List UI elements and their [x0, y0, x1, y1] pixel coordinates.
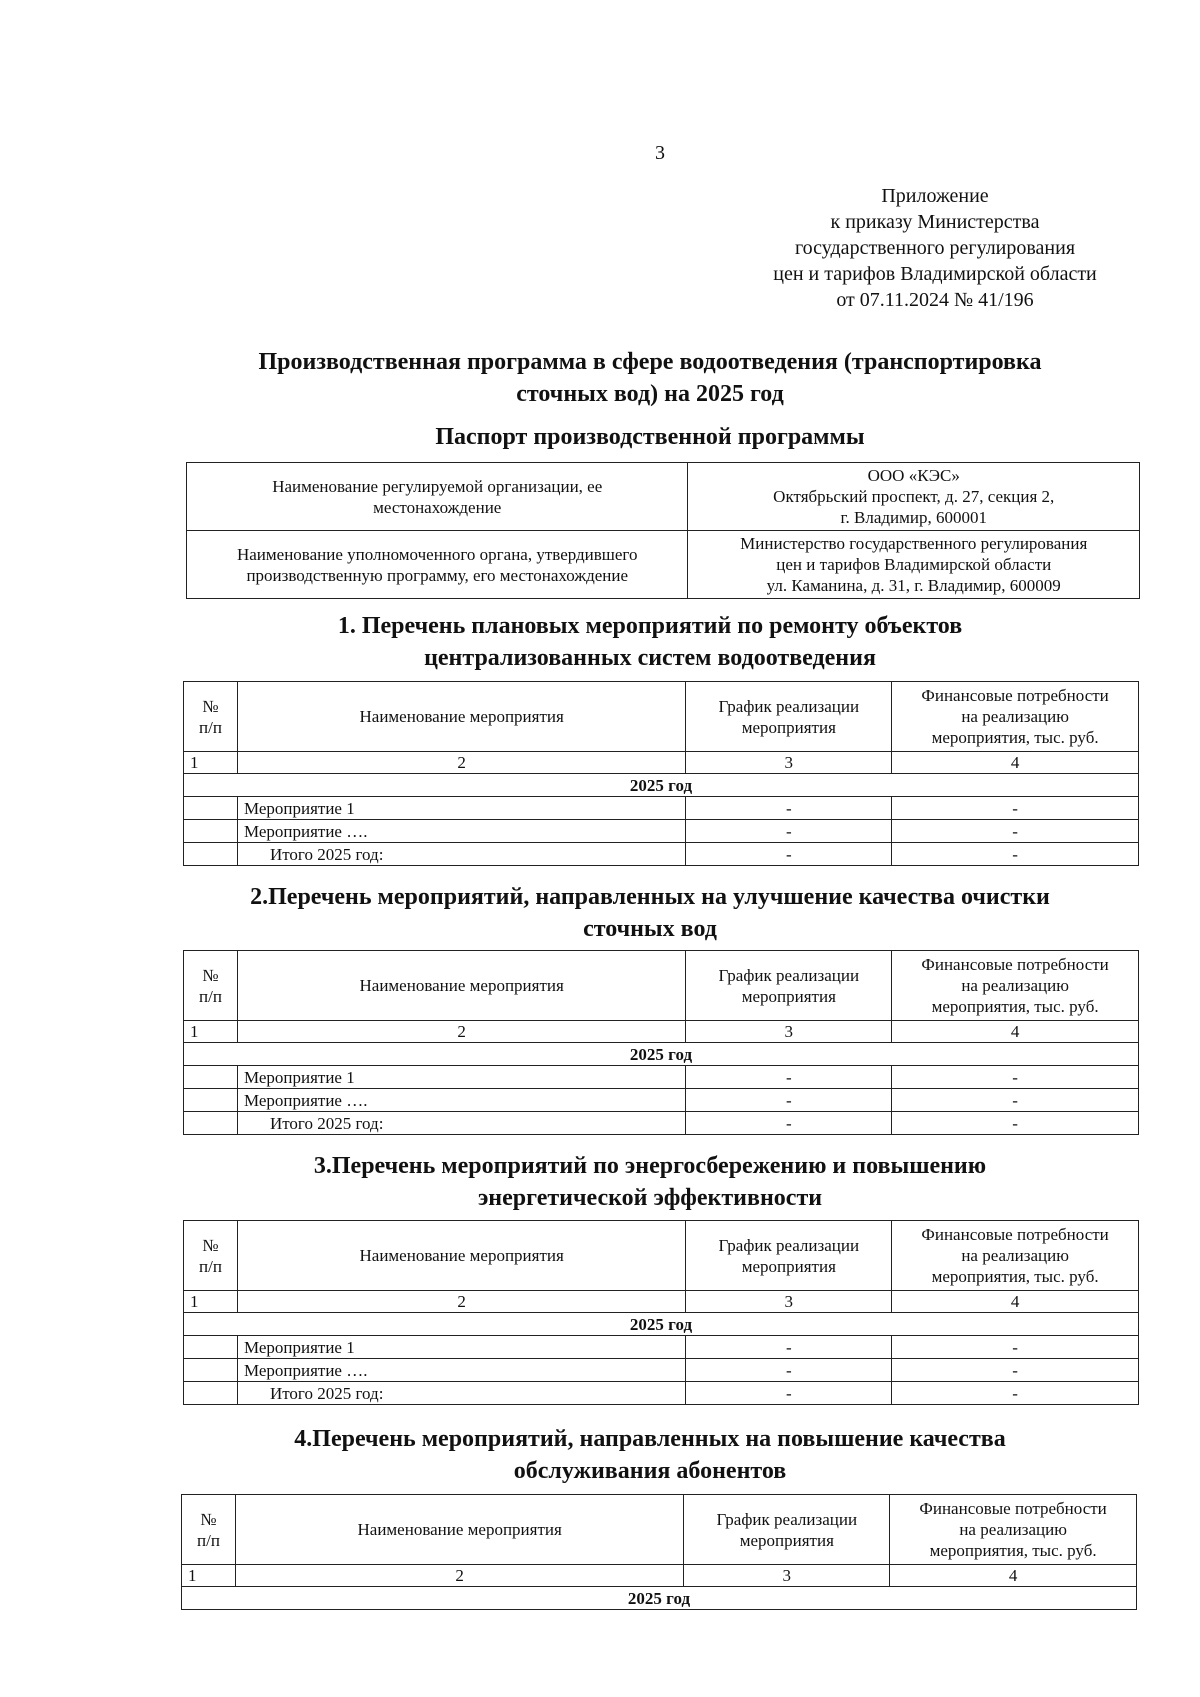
appendix-line: от 07.11.2024 № 41/196	[836, 289, 1034, 311]
section-3-heading	[150, 1150, 1150, 1214]
cell-text: Финансовые потребности	[921, 1225, 1109, 1244]
table-cell: 2	[237, 752, 685, 774]
total-label: Итого 2025 год:	[237, 843, 685, 866]
cell-text: мероприятия	[741, 1256, 836, 1276]
table-cell: 2	[237, 1291, 685, 1313]
cell-text: Финансовые потребности	[921, 686, 1109, 705]
table-row	[184, 820, 1139, 843]
event-name: Мероприятие 1	[237, 1066, 685, 1089]
heading-line: обслуживания абонентов	[513, 1458, 787, 1484]
table-cell: -	[686, 797, 892, 820]
column-number-row	[184, 752, 1139, 774]
passport-heading: Паспорт производственной программы	[435, 424, 865, 450]
heading-line: 3.Перечень мероприятий по энергосбережению и повышению	[313, 1153, 987, 1179]
total-label: Итого 2025 год:	[237, 1382, 685, 1405]
section-4-heading	[150, 1423, 1150, 1487]
cell-text: График реализации	[718, 1235, 860, 1255]
cell-text: на реализацию	[961, 976, 1069, 995]
event-name: Мероприятие ….	[237, 1089, 685, 1112]
header-row	[184, 951, 1139, 1021]
table-cell: 1	[184, 752, 238, 774]
table-cell	[184, 843, 238, 866]
table-cell	[184, 1066, 238, 1089]
cell-text: Финансовые потребности	[919, 1499, 1107, 1518]
table-cell: 3	[686, 1021, 892, 1043]
heading-line: 4.Перечень мероприятий, направленных на повышение качества	[294, 1426, 1006, 1452]
table-cell: -	[892, 1382, 1139, 1405]
cell-text: График реализации	[718, 696, 860, 716]
table-cell: 3	[686, 752, 892, 774]
cell-text: Наименование регулируемой организации, ее	[272, 476, 603, 496]
cell-text: График реализации	[716, 1509, 858, 1529]
table-cell: -	[686, 1336, 892, 1359]
table-cell: -	[686, 820, 892, 843]
cell-text: мероприятия, тыс. руб.	[931, 1267, 1099, 1286]
col-num-header	[184, 951, 238, 1021]
passport-label	[187, 531, 688, 599]
year-row	[184, 774, 1139, 797]
document-title	[150, 346, 1150, 410]
appendix-block	[730, 183, 1140, 313]
year-row	[184, 1043, 1139, 1066]
cell-text: мероприятия	[741, 717, 836, 737]
table-cell: -	[892, 1112, 1139, 1135]
col-num-header	[184, 682, 238, 752]
appendix-line: к приказу Министерства	[830, 211, 1040, 233]
cell-text: мероприятия, тыс. руб.	[929, 1541, 1097, 1560]
col-finance-header	[892, 1221, 1139, 1291]
cell-text: №	[202, 965, 219, 985]
table-cell: 1	[182, 1565, 236, 1587]
table-cell: 4	[890, 1565, 1137, 1587]
table-cell	[184, 1336, 238, 1359]
event-name: Мероприятие ….	[237, 1359, 685, 1382]
cell-text: Финансовые потребности	[921, 955, 1109, 974]
cell-text: №	[202, 696, 219, 716]
cell-text: производственную программу, его местонахождение	[246, 565, 629, 585]
header-row	[182, 1495, 1137, 1565]
heading-line: 2.Перечень мероприятий, направленных на улучшение качества очистки	[250, 884, 1050, 910]
table-cell: -	[892, 820, 1139, 843]
table-cell: -	[892, 797, 1139, 820]
table-cell: -	[686, 843, 892, 866]
table-cell: -	[686, 1112, 892, 1135]
cell-text: Наименование уполномоченного органа, утвердившего	[236, 544, 638, 564]
table-cell: -	[892, 1066, 1139, 1089]
cell-text: мероприятия	[741, 986, 836, 1006]
cell-text: №	[202, 1235, 219, 1255]
section-1-table	[183, 681, 1139, 866]
col-name-header: Наименование мероприятия	[237, 951, 685, 1021]
col-schedule-header	[686, 951, 892, 1021]
passport-row-organization	[187, 463, 1140, 531]
cell-text: Министерство государственного регулирования	[740, 534, 1088, 553]
col-name-header: Наименование мероприятия	[237, 682, 685, 752]
col-schedule-header	[686, 682, 892, 752]
cell-text: График реализации	[718, 965, 860, 985]
cell-text: п/п	[199, 986, 222, 1006]
column-number-row	[184, 1291, 1139, 1313]
table-cell	[184, 1382, 238, 1405]
table-cell: -	[686, 1089, 892, 1112]
total-row	[184, 1112, 1139, 1135]
table-cell: -	[892, 1359, 1139, 1382]
year-cell: 2025 год	[184, 774, 1139, 797]
heading-line: энергетической эффективности	[477, 1185, 823, 1211]
col-num-header	[182, 1495, 236, 1565]
table-cell	[184, 1112, 238, 1135]
page-number: 3	[655, 142, 665, 164]
cell-text: г. Владимир, 600001	[840, 508, 987, 527]
section-1-heading	[150, 610, 1150, 674]
table-row	[184, 1066, 1139, 1089]
heading-line: 1. Перечень плановых мероприятий по ремонту объектов	[337, 613, 963, 639]
table-cell: -	[892, 843, 1139, 866]
table-cell: 1	[184, 1291, 238, 1313]
cell-text: мероприятия, тыс. руб.	[931, 997, 1099, 1016]
cell-text: мероприятия	[739, 1530, 834, 1550]
col-schedule-header	[686, 1221, 892, 1291]
appendix-line: цен и тарифов Владимирской области	[773, 263, 1097, 285]
table-cell: 3	[684, 1565, 890, 1587]
header-row	[184, 1221, 1139, 1291]
col-name-header: Наименование мероприятия	[235, 1495, 683, 1565]
table-cell: 3	[686, 1291, 892, 1313]
year-cell: 2025 год	[182, 1587, 1137, 1610]
cell-text: на реализацию	[959, 1520, 1067, 1539]
cell-text: на реализацию	[961, 1246, 1069, 1265]
title-line: Производственная программа в сфере водоотведения (транспортировка	[258, 349, 1042, 375]
cell-text: цен и тарифов Владимирской области	[776, 555, 1052, 574]
table-cell: -	[686, 1382, 892, 1405]
table-cell: -	[892, 1089, 1139, 1112]
header-row	[184, 682, 1139, 752]
title-line: сточных вод) на 2025 год	[516, 381, 784, 407]
cell-text: мероприятия, тыс. руб.	[931, 728, 1099, 747]
cell-text: ул. Каманина, д. 31, г. Владимир, 600009	[766, 576, 1061, 595]
appendix-line: государственного регулирования	[794, 237, 1076, 259]
table-cell: -	[686, 1066, 892, 1089]
event-name: Мероприятие 1	[237, 1336, 685, 1359]
column-number-row	[184, 1021, 1139, 1043]
year-row	[182, 1587, 1137, 1610]
passport-row-authority	[187, 531, 1140, 599]
column-number-row	[182, 1565, 1137, 1587]
table-cell: 1	[184, 1021, 238, 1043]
table-cell	[184, 1359, 238, 1382]
cell-text: №	[200, 1509, 217, 1529]
cell-text: на реализацию	[961, 707, 1069, 726]
year-cell: 2025 год	[184, 1313, 1139, 1336]
col-finance-header	[892, 951, 1139, 1021]
table-cell: 4	[892, 1291, 1139, 1313]
total-row	[184, 843, 1139, 866]
col-name-header: Наименование мероприятия	[237, 1221, 685, 1291]
table-row	[184, 1359, 1139, 1382]
col-finance-header	[892, 682, 1139, 752]
col-schedule-header	[684, 1495, 890, 1565]
section-2-table	[183, 950, 1139, 1135]
table-cell	[184, 820, 238, 843]
table-cell: 4	[892, 752, 1139, 774]
table-row	[184, 797, 1139, 820]
cell-text: п/п	[199, 1256, 222, 1276]
table-cell	[184, 797, 238, 820]
heading-line: централизованных систем водоотведения	[424, 645, 876, 671]
table-cell	[184, 1089, 238, 1112]
cell-text: п/п	[199, 717, 222, 737]
table-row	[184, 1336, 1139, 1359]
passport-value	[688, 463, 1140, 531]
section-2-heading	[150, 881, 1150, 945]
table-row	[184, 1089, 1139, 1112]
col-num-header	[184, 1221, 238, 1291]
table-cell: 4	[892, 1021, 1139, 1043]
event-name: Мероприятие ….	[237, 820, 685, 843]
heading-line: сточных вод	[583, 916, 717, 942]
passport-table	[186, 462, 1140, 599]
event-name: Мероприятие 1	[237, 797, 685, 820]
passport-label	[187, 463, 688, 531]
col-finance-header	[890, 1495, 1137, 1565]
appendix-line: Приложение	[881, 185, 989, 207]
year-cell: 2025 год	[184, 1043, 1139, 1066]
cell-text: ООО «КЭС»	[867, 466, 960, 485]
table-cell: 2	[235, 1565, 683, 1587]
table-cell: 2	[237, 1021, 685, 1043]
table-cell: -	[686, 1359, 892, 1382]
total-row	[184, 1382, 1139, 1405]
total-label: Итого 2025 год:	[237, 1112, 685, 1135]
cell-text: Октябрьский проспект, д. 27, секция 2,	[773, 487, 1055, 506]
section-3-table	[183, 1220, 1139, 1405]
year-row	[184, 1313, 1139, 1336]
section-4-table	[181, 1494, 1137, 1610]
table-cell: -	[892, 1336, 1139, 1359]
cell-text: местонахождение	[373, 497, 502, 517]
cell-text: п/п	[197, 1530, 220, 1550]
passport-value	[688, 531, 1140, 599]
